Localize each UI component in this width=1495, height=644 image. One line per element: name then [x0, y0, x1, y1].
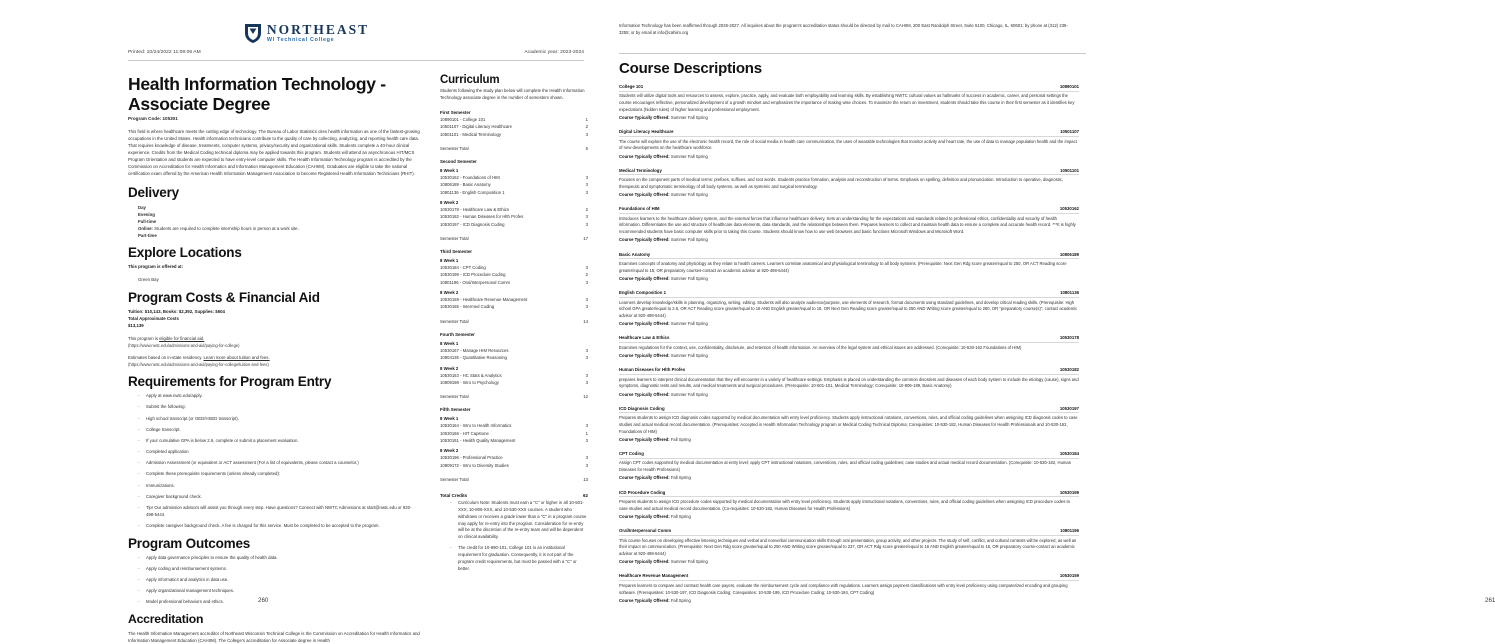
right-page: [612, 0, 1495, 627]
course-row: [440, 303, 588, 310]
course-row: [440, 454, 588, 461]
course-description-item: [619, 451, 1079, 482]
course-offered: [619, 321, 1079, 328]
financial-aid-url: (https://www.nwtc.edu/admissions-and-aid/paying-for-college): [128, 342, 240, 348]
course-row: [440, 372, 588, 379]
course-label: 10530182 - Human Diseases for Hlth Profes: [440, 214, 524, 220]
delivery-item-label: Day: [138, 204, 146, 210]
course-name: Healthcare Revenue Management: [619, 573, 689, 579]
list-item: - If your cumulative GPA is below 2.6, complete or submit a placement evaluation.: [138, 438, 420, 445]
offered-label: Course Typically Offered:: [619, 597, 670, 603]
college-logo: [0, 22, 612, 49]
delivery-item: [138, 204, 420, 211]
course-offered: [619, 598, 1079, 605]
list-item: - Apply coding and reimbursement systems.: [138, 566, 420, 573]
course-description-item: [619, 168, 1079, 199]
course-name: Medical Terminology: [619, 167, 662, 173]
course-code: 10530162: [1059, 206, 1079, 212]
course-row: [440, 296, 588, 303]
page-title: Health Information Technology - Associate Degree: [128, 74, 386, 115]
course-name: Human Diseases for Hlth Profes: [619, 367, 686, 373]
page-number-right: 261: [1485, 597, 1495, 604]
offered-label: Course Typically Offered:: [619, 391, 670, 397]
course-label: 10890101 - College 101: [440, 116, 486, 122]
list-item: - Complete caregiver background check. A fee is charged for this service. Must be completed to be accepted to the program.: [138, 523, 420, 530]
course-description-text: prepares learners to interpret clinical documentation that they will encounter in a variety of healthcare settings. Emphasis is placed on understanding the common disorders and diseases of each body system to include the etiology (cause), signs and symptoms, diagnostic tests and results, and medical treatments and surgical procedures. (Prerequisite: 10-501-101, Medical Terminology; Corequisite: 10-806-189, Basic Anatomy): [619, 376, 1079, 389]
course-credits: 1: [585, 116, 588, 122]
course-label: 10530196 - Professional Practice: [440, 455, 503, 461]
course-code: 10890101: [1059, 84, 1079, 89]
course-description-header: [619, 206, 1079, 214]
course-name: Healthcare Law & Ethics: [619, 335, 670, 341]
course-description-text: Prepares students to assign ICD diagnosis codes supported by medical documentation with entry level proficiency. Students apply instructional notations, conventions, rules, and official coding guidelines when assigning ICD diagnosis codes to case studies and actual medical record documentation. (Prerequisites: Accepted in Health Information Technology program or Medical Coding Technical Diploma; Corequisites: 10-530-182, Human Diseases for Health Professionals and 10-530-162, Foundations of HIM): [619, 415, 1078, 434]
semester-block: [440, 110, 588, 152]
course-row: [440, 347, 588, 354]
semester-total: [440, 393, 588, 400]
offered-terms: Summer Fall Spring: [670, 237, 708, 243]
delivery-item-label: Evening: [138, 211, 155, 217]
course-offered: [619, 392, 1079, 399]
block-title: 8 Week 2: [440, 448, 459, 454]
list-item: - Model professional behaviors and ethics.: [138, 599, 420, 606]
offered-label: Course Typically Offered:: [619, 192, 670, 198]
accreditation-continuation: Information Technology has been reaffirmed through 2026-2027. All inquiries about the program's accreditation status should be directed by mail to CAHIIM, 200 East Randolph Street, Suite 5100, Chicago, IL, 60601; by phone at (312) 235-3255; or by email at info@cahiim.org: [619, 23, 1068, 36]
offered-label: Course Typically Offered:: [619, 237, 670, 243]
course-description-item: [619, 84, 1079, 122]
block-title: 8 Week 2: [440, 365, 459, 371]
delivery-item: [138, 218, 420, 225]
course-code: 10530159: [1059, 573, 1079, 579]
course-row: [440, 206, 588, 213]
course-offered: [619, 154, 1079, 161]
course-offered: [619, 276, 1079, 283]
course-label: 10801136 - English Composition 1: [440, 189, 505, 195]
course-description-header: [619, 335, 1079, 343]
course-offered: [619, 514, 1079, 521]
course-row: [440, 422, 588, 429]
course-description-header: [619, 406, 1079, 414]
locations-subheading: This program is offered at:: [128, 263, 184, 269]
accreditation-heading: Accreditation: [128, 612, 204, 627]
course-code: 10530182: [1059, 367, 1079, 373]
semester-title: Third Semester: [440, 249, 472, 255]
semester-block: [440, 332, 588, 400]
course-row: [440, 437, 588, 444]
course-description-item: [619, 206, 1079, 244]
outcomes-heading: Program Outcomes: [128, 535, 251, 551]
offered-terms: Summer Fall Spring: [670, 391, 708, 397]
course-label: 10809198 - Intro to Psychology: [440, 379, 499, 385]
offered-terms: Fall Spring: [670, 475, 691, 481]
offered-terms: Fall Spring: [670, 597, 691, 603]
course-name: Digital Literacy Healthcare: [619, 129, 674, 135]
course-credits: 3: [585, 462, 588, 468]
course-row: [440, 189, 588, 196]
logo-wordmark: NORTHEAST: [266, 21, 370, 37]
course-name: CPT Coding: [619, 451, 644, 457]
course-row: [440, 181, 588, 188]
offered-label: Course Typically Offered:: [619, 153, 670, 159]
curriculum-notes: [440, 500, 588, 572]
course-offered: [619, 115, 1079, 122]
course-label: 10806189 - Basic Anatomy: [440, 182, 491, 188]
list-item: - Apply informatics and analytics in data use.: [138, 577, 420, 584]
semester-total-label: Semester Total: [440, 476, 469, 482]
course-offered: [619, 559, 1079, 566]
course-credits: 3: [585, 423, 588, 429]
semester-total: [440, 235, 588, 242]
course-credits: 3: [585, 372, 588, 378]
delivery-heading: Delivery: [128, 184, 179, 200]
course-name: Foundations of HIM: [619, 206, 660, 212]
offered-terms: Summer Fall Spring: [670, 559, 708, 565]
course-description-text: Students will utilize digital tools and resources to assess, explore, practice, apply, and evaluate both employability and learning skills. By establishing NWTC cultural values as hallmarks of success in academic, career, and personal settings the course encourages reflective, personalized development of a growth mindset and emphasizes the importance of making wise choices. To maximize the return on investment, students should take this course in their first semester as it identifies key expectations (hidden rules) of higher learning and professional employment.: [619, 93, 1075, 112]
course-description-item: [619, 406, 1079, 444]
course-code: 10806189: [1059, 251, 1079, 257]
semester-total: [440, 476, 588, 483]
location-item: Green Bay: [138, 276, 159, 282]
total-credits-value: 62: [582, 493, 588, 499]
curriculum-intro: Students following the study plan below will complete the Health Information Technology associate degree in the number of semesters shown.: [440, 88, 585, 100]
course-code: 10530178: [1059, 335, 1079, 341]
offered-label: Course Typically Offered:: [619, 475, 670, 481]
course-label: 10530197 - ICD Diagnosis Coding: [440, 221, 505, 227]
course-row: [440, 430, 588, 437]
list-item: - The credit for 10-890-101, College 101 is an institutional requirement for graduation. Consequently, it is not part of the program credit requirements, but must be passed with a "C" or better.: [450, 545, 588, 572]
accreditation-text: The Health Information Management accreditor of Northeast Wisconsin Technical College is the Commission on Accreditation for Health Informatics and Information Management Education (CAHIIM). The College's accreditation for Associate degree in Health: [128, 631, 420, 644]
course-name: College 101: [619, 84, 644, 89]
course-name: English Composition 1: [619, 290, 667, 296]
course-description-item: [619, 367, 1079, 398]
course-label: 10530166 - HIT Capstone: [440, 430, 489, 436]
semester-block: [440, 159, 588, 242]
costs-heading: Program Costs & Financial Aid: [128, 289, 320, 305]
course-row: [440, 213, 588, 220]
course-description-text: Prepares students to assign ICD procedure codes supported by medical documentation with entry level proficiency. Students apply instructional notations, conventions, rules, and official coding guidelines when assigning ICD procedure codes to case studies and actual medical record documentation. (Co-requisites: 10-530-182, Human Diseases for Health Professions): [619, 499, 1070, 511]
offered-terms: Summer Fall Spring: [670, 153, 708, 159]
semester-total-label: Semester Total: [440, 394, 469, 400]
course-row: [440, 462, 588, 469]
offered-label: Course Typically Offered:: [619, 513, 670, 519]
course-description-item: [619, 528, 1079, 566]
course-code: 10801136: [1060, 290, 1079, 296]
delivery-item-label: Online:: [138, 225, 153, 231]
course-row: [440, 354, 588, 361]
block-title: 8 Week 1: [440, 168, 459, 174]
course-description-header: [619, 573, 1079, 581]
course-credits: 2: [585, 206, 588, 212]
course-label: 10530167 - Manage HIM Resources: [440, 347, 509, 353]
course-description-header: [619, 168, 1079, 176]
course-credits: 3: [585, 182, 588, 188]
course-row: [440, 123, 588, 130]
course-credits: 2: [585, 272, 588, 278]
financial-aid-link[interactable]: eligible for financial aid.: [159, 335, 205, 341]
semester-total-value: 6: [585, 145, 588, 151]
course-credits: 3: [585, 304, 588, 310]
course-offered: [619, 192, 1079, 199]
semester-title: First Semester: [440, 109, 471, 115]
course-label: 10804135 - Quantitative Reasoning: [440, 355, 507, 361]
course-name: Basic Anatomy: [619, 251, 651, 257]
semester-total-value: 17: [583, 235, 588, 241]
course-credits: 3: [585, 221, 588, 227]
program-code: Program Code: 105301: [128, 115, 178, 121]
offered-label: Course Typically Offered:: [619, 321, 670, 327]
total-credits-label: Total Credits: [440, 493, 468, 499]
semester-block: [440, 249, 588, 325]
course-name: Oral/Interpersonal Comm: [619, 528, 672, 534]
total-cost-label: Total Approximate Costs: [128, 315, 179, 321]
semester-total-value: 13: [583, 476, 588, 482]
offered-label: Course Typically Offered:: [619, 115, 670, 121]
course-description-text: Learners develop knowledge/skills in planning, organizing, writing, editing. Students will also analyze audience/purpose, use elements of research, format documents using standard guidelines, and develop critical reading skills. (Prerequisite: High school GPA greater/equal to 2.6, OR ACT Reading score greater/equal to 16 AND English greater/equal to 18, OR Next Gen Reading score greater/equal to 250 AND Writing score greater/equal to 260, OR "preparatory course(s)", contact academic advisor at 920-498-5444): [619, 299, 1078, 318]
list-item: - Apply data governance principles to ensure the quality of health data.: [138, 555, 420, 562]
course-description-header: [619, 451, 1079, 459]
course-credits: 3: [585, 189, 588, 195]
semester-total-value: 12: [583, 394, 588, 400]
curriculum-heading: Curriculum: [440, 74, 500, 86]
financial-aid-prefix: This program is: [128, 335, 160, 341]
course-offered: [619, 353, 1079, 360]
offered-label: Course Typically Offered:: [619, 275, 670, 281]
course-description-header: [619, 490, 1079, 498]
semester-total: [440, 318, 588, 325]
course-name: ICD Diagnosis Coding: [619, 405, 665, 411]
total-cost-value: $13,139: [128, 322, 144, 328]
course-label: 10501107 - Digital Literacy Healthcare: [440, 124, 512, 130]
semester-title: Fourth Semester: [440, 331, 475, 337]
semester-title: Second Semester: [440, 159, 477, 165]
offered-terms: Summer Fall Spring: [670, 353, 708, 359]
list-item: - Tip! Our admission advisors will assist you through every step. Have questions? Connect with NWTC Admissions at start@nwtc.edu or 920-498-5444.: [138, 505, 420, 519]
course-description-text: This course focuses on developing effective listening techniques and verbal and nonverbal communication skills through oral presentation, group activity, and other projects. The study of self, conflict, and cultural contexts will be explored, as well as their impact on communication. (Prerequisite: Next Gen Rdg score greater/equal to 250 AND Writing score greater/equal to 237, OR ACT Rdg score greater/equal to 16 AND English greater/equal to 16, OR preparatory course-contact an academic advisor at 920-498-5444): [619, 537, 1077, 556]
requirements-list: [128, 393, 420, 529]
offered-terms: Summer Fall Spring: [670, 275, 708, 281]
offered-label: Course Typically Offered:: [619, 353, 670, 359]
course-label: 10530164 - Intro to Health Informatics: [440, 423, 512, 429]
offered-terms: Fall Spring: [670, 436, 691, 442]
course-description-text: Examines regulations for the context, use, confidentiality, disclosure, and retention of health information. An overview of the legal system and ethical issues are addressed. (Corequisite: 10-530-162 Foundations of HIM): [619, 344, 1022, 350]
course-name: ICD Procedure Coding: [619, 489, 666, 495]
course-row: [440, 221, 588, 228]
block-title: 8 Week 1: [440, 258, 459, 264]
offered-label: Course Typically Offered:: [619, 436, 670, 442]
tuition-fees-link[interactable]: Learn more about tuition and fees.: [203, 354, 270, 360]
course-code: 10530184: [1059, 451, 1079, 457]
offered-terms: Fall Spring: [670, 513, 691, 519]
shield-icon: [243, 22, 263, 44]
academic-year: Academic year: 2023-2024: [524, 50, 584, 55]
total-credits: [440, 493, 588, 498]
course-credits: 3: [585, 455, 588, 461]
course-code: 10530199: [1059, 489, 1079, 495]
course-credits: 2: [585, 124, 588, 130]
course-credits: 3: [585, 438, 588, 444]
list-item: - Apply organizational management techniques.: [138, 588, 420, 595]
course-row: [440, 271, 588, 278]
block-title: 8 Week 1: [440, 416, 459, 422]
course-description-item: [619, 335, 1079, 359]
course-label: 10530199 - ICD Procedure Coding: [440, 272, 506, 278]
semester-title: Fifth Semester: [440, 407, 471, 413]
tuition-fees-url: (https://www.nwtc.edu/admissions-and-aid/paying-for-college/tuition-and-fees): [128, 361, 269, 367]
course-description-item: [619, 252, 1079, 283]
course-code: 10501101: [1060, 167, 1079, 173]
list-item: - College transcript.: [138, 427, 420, 434]
program-column: [128, 74, 420, 644]
offered-terms: Summer Fall Spring: [670, 321, 708, 327]
semester-total-label: Semester Total: [440, 318, 469, 324]
course-label: 10501101 - Medical Terminology: [440, 131, 502, 137]
course-description-item: [619, 129, 1079, 160]
course-description-text: Introduces learners to the healthcare delivery system, and the external forces that influence healthcare delivery. Sets an understanding for the expectations and standards related to professional ethics, confidentiality and security of health information. Differentiates the use and structure of healthcare data elements, data standards, and the relationships between them. Prepares learners to collect and maintain health data to ensure a complete and accurate health record. ***It is highly recommended students have basic computer skills prior to taking this course. Students should know how to use web browsers and basic functions Microsoft Windows and Microsoft Word.: [619, 215, 1076, 235]
logo-subtitle: WI Technical College: [266, 37, 335, 44]
course-descriptions-list: [619, 84, 1079, 614]
delivery-item-label: Part-time: [138, 232, 157, 238]
financial-aid-line: [128, 336, 420, 343]
offered-terms: Summer Fall Spring: [670, 115, 708, 121]
tuition-estimate-prefix: Estimates based on in-state residency.: [128, 354, 204, 360]
course-description-text: The course will explore the use of the electronic health record, the role of social media in health care communication, the uses of wearable technologies that monitor activity and heart rate, the use of data to manage population health and the impact of new developments on the healthcare workforce.: [619, 138, 1077, 151]
cost-breakdown: Tuition: $10,143, Books: $2,392, Supplies: $604: [128, 308, 225, 314]
course-description-item: [619, 490, 1079, 521]
block-title: 8 Week 2: [440, 290, 459, 296]
course-descriptions-heading: Course Descriptions: [619, 60, 762, 77]
course-description-item: [619, 573, 1079, 604]
course-label: 10801196 - Oral/Interpersonal Comm: [440, 279, 511, 285]
course-label: 10530159 - Healthcare Revenue Management: [440, 297, 528, 303]
course-description-header: [619, 129, 1079, 137]
requirements-heading: Requirements for Program Entry: [128, 374, 332, 390]
semester-total-label: Semester Total: [440, 145, 469, 151]
course-label: 10809172 - Intro to Diversity Studies: [440, 462, 509, 468]
list-item: - Apply at www.nwtc.edu/apply.: [138, 393, 420, 400]
course-code: 10530197: [1059, 405, 1079, 411]
course-row: [440, 174, 588, 181]
course-credits: 3: [585, 355, 588, 361]
course-description-header: [619, 84, 1079, 92]
course-offered: [619, 437, 1079, 444]
list-item: - Complete these prerequisite requirements (unless already completed):: [138, 471, 420, 478]
list-item: - Submit the following:: [138, 404, 420, 411]
offered-terms: Summer Fall Spring: [670, 192, 708, 198]
right-divider: [619, 53, 1086, 54]
delivery-list: [128, 204, 420, 239]
delivery-item: [138, 211, 420, 218]
print-meta: [128, 50, 584, 55]
course-label: 10530162 - Foundations of HIM: [440, 175, 500, 181]
course-description-header: [619, 367, 1079, 375]
delivery-item: [138, 232, 420, 239]
course-offered: [619, 475, 1079, 482]
curriculum-column: [440, 74, 588, 619]
delivery-item-note: Students are required to complete internship hours in person at a work site.: [152, 225, 299, 231]
outcomes-list: [128, 555, 420, 606]
delivery-item: [138, 225, 420, 232]
block-title: 8 Week 1: [440, 340, 459, 346]
printed-timestamp: Printed: 10/24/2022 11:09:06 AM: [128, 50, 201, 55]
course-credits: 1: [585, 430, 588, 436]
course-credits: 3: [585, 214, 588, 220]
course-credits: 3: [585, 265, 588, 271]
semester-total-label: Semester Total: [440, 235, 469, 241]
course-description-text: Examines concepts of anatomy and physiology as they relate to health careers. Learners correlate anatomical and physiological terminology to all body systems. (Prerequisite: Next Gen Rdg score greater/equal to 250, OR ACT Reading score greater/equal to 15; OR preparatory courses-contact an academic advisor at 920-498-5444): [619, 261, 1067, 273]
offered-label: Course Typically Offered:: [619, 559, 670, 565]
course-row: [440, 279, 588, 286]
locations-heading: Explore Locations: [128, 244, 242, 260]
course-offered: [619, 237, 1079, 244]
list-item: - Completed application.: [138, 449, 420, 456]
list-item: - Admission Assessment (or equivalent or ACT assessment (For a list of equivalents, please contact a counselor.): [138, 460, 420, 467]
list-item: - Caregiver background check.: [138, 494, 420, 501]
course-credits: 3: [585, 131, 588, 137]
course-credits: 3: [585, 297, 588, 303]
course-code: 10501107: [1060, 129, 1079, 135]
course-label: 10530165 - Intermed Coding: [440, 304, 495, 310]
course-description-header: [619, 528, 1079, 536]
semester-total-value: 14: [583, 318, 588, 324]
delivery-item-label: Full-time: [138, 218, 157, 224]
block-title: 8 Week 2: [440, 199, 459, 205]
course-credits: 3: [585, 175, 588, 181]
course-label: 10530184 - CPT Coding: [440, 265, 486, 271]
list-item: - Immunizations.: [138, 483, 420, 490]
course-description-header: [619, 290, 1079, 298]
course-row: [440, 131, 588, 138]
course-credits: 3: [585, 279, 588, 285]
course-description-text: Focuses on the component parts of medical terms: prefixes, suffixes, and root words. Students practice formation, analysis and reconstruction of terms. Emphasis on spelling, definition and pronunciation. Introduction to operative, diagnostic, therapeutic and symptomatic terminology of all body systems, as well as systemic and surgical terminology.: [619, 177, 1064, 189]
course-label: 10530163 - HC Stats & Analytics: [440, 372, 502, 378]
course-label: 10530161 - Health Quality Management: [440, 438, 516, 444]
list-item: - High school transcript (or GED/HSED transcript).: [138, 416, 420, 423]
page-number-left: 260: [258, 597, 269, 604]
semester-block: [440, 407, 588, 483]
course-label: 10530178 - Healthcare Law & Ethics: [440, 206, 509, 212]
header-divider: [128, 60, 584, 61]
course-description-text: Prepares learners to compare and contrast health care payers, evaluate the reimbursement cycle and compliance with regulations. Learners assign payment classifications with entry level proficiency using computerized encoding and grouping software. (Prerequisites: 10-530-197, ICD Diagnosis Coding; Corequisites: 10-530-199, ICD Procedure Coding; 10-530-184, CPT Coding): [619, 582, 1068, 595]
program-overview: This field is where healthcare meets the cutting edge of technology. The Bureau of Labor Statistics cites health information as one of the fastest-growing occupations in the United States. Health information technicians contribute to the quality of care by collecting, analyzing, and reporting health care data. That requires knowledge of disease, treatments, computer systems, privacy/security and organizational skills. Students complete a 40-hour clinical experience. Credits from the Medical Coding technical diploma may be applied towards this program. Students will attend an asynchronous HIT/MCS Program Orientation and students are expected to have entry-level computer skills. The Health Information Technology program is accredited by the Commission on Accreditation for Health Informatics and Information Management Education (CAHIIM). Graduates are eligible to take the national certification exam offered by the American Health Information Management Association to become Registered Health Information Technicians (RHIT).: [128, 128, 420, 176]
course-row: [440, 264, 588, 271]
course-code: 10801196: [1060, 528, 1079, 534]
left-page: [0, 0, 612, 644]
list-item: - Curriculum Note: Students must earn a "C" or higher in all 10-501-XXX, 10-806-XXX, and 10-530-XXX courses. A student who withdraws or receives a grade lower than a "C" in a program course may apply for re-entry into the program. Consideration for re-entry will be at the discretion of the re-entry team and will be dependent on clinical availability.: [450, 500, 588, 541]
course-description-text: Assign CPT codes supported by medical documentation at entry level; apply CPT instructional notations, conventions, rules, and official coding guidelines; case studies and actual medical record documentation. (Corequisite: 10-530-182, Human Diseases for Health Professions): [619, 460, 1072, 473]
course-row: [440, 379, 588, 386]
course-credits: 3: [585, 347, 588, 353]
course-credits: 3: [585, 379, 588, 385]
semester-total: [440, 145, 588, 152]
course-description-item: [619, 290, 1079, 328]
tuition-estimate-line: [128, 355, 420, 362]
course-row: [440, 116, 588, 123]
course-description-header: [619, 252, 1079, 260]
